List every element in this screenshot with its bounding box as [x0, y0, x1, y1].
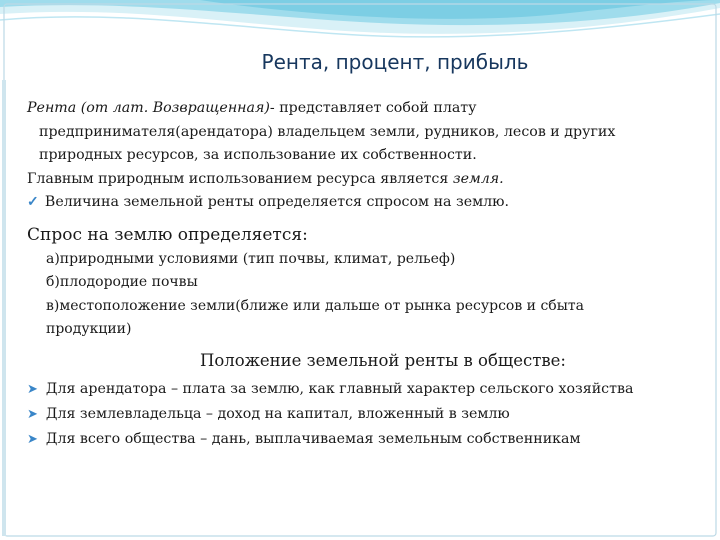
- definition-term: Рента (от лат. Возвращенная): [27, 100, 270, 116]
- arrow-bullet-icon: ➤: [27, 381, 38, 397]
- position-item-text: Для арендатора – плата за землю, как главный характер сельского хозяйства: [45, 380, 634, 397]
- definition-line-3: природных ресурсов, за использование их собственности.: [39, 147, 477, 163]
- arrow-bullet-icon: ➤: [27, 406, 38, 422]
- position-item-text: Для землевладельца – доход на капитал, вложенный в землю: [45, 405, 510, 422]
- main-resource-emph: земля.: [452, 170, 504, 187]
- position-item-text: Для всего общества – дань, выплачиваемая земельным собственникам: [45, 430, 581, 447]
- position-heading: Положение земельной ренты в обществе:: [199, 350, 566, 370]
- slide-title: Рента, процент, прибыль: [261, 50, 529, 74]
- position-item: [27, 402, 699, 427]
- definition-line-1: [27, 97, 699, 121]
- main-resource-text: Главным природным использованием ресурса является: [27, 170, 453, 187]
- demand-item-c: в)местоположение земли(ближе или дальше от рынка ресурсов и сбыта: [46, 297, 584, 314]
- slide-body: [27, 97, 699, 452]
- position-item: [27, 377, 699, 402]
- check-item: [27, 191, 699, 215]
- position-item: [27, 427, 699, 452]
- arrow-bullet-icon: ➤: [27, 431, 38, 447]
- definition-rest: - представляет собой плату: [269, 100, 477, 116]
- demand-heading: Спрос на землю определяется:: [27, 224, 308, 245]
- check-item-text: Величина земельной ренты определяется спросом на землю.: [44, 194, 510, 210]
- main-resource-line: [27, 168, 699, 192]
- definition-line-2: предпринимателя(арендатора) владельцем земли, рудников, лесов и других: [39, 123, 616, 140]
- demand-item-c-cont: продукции): [46, 321, 132, 337]
- demand-item-b: б)плодородие почвы: [46, 274, 198, 290]
- demand-item-a: а)природными условиями (тип почвы, климат, рельеф): [46, 250, 456, 267]
- checkmark-icon: ✓: [27, 194, 39, 210]
